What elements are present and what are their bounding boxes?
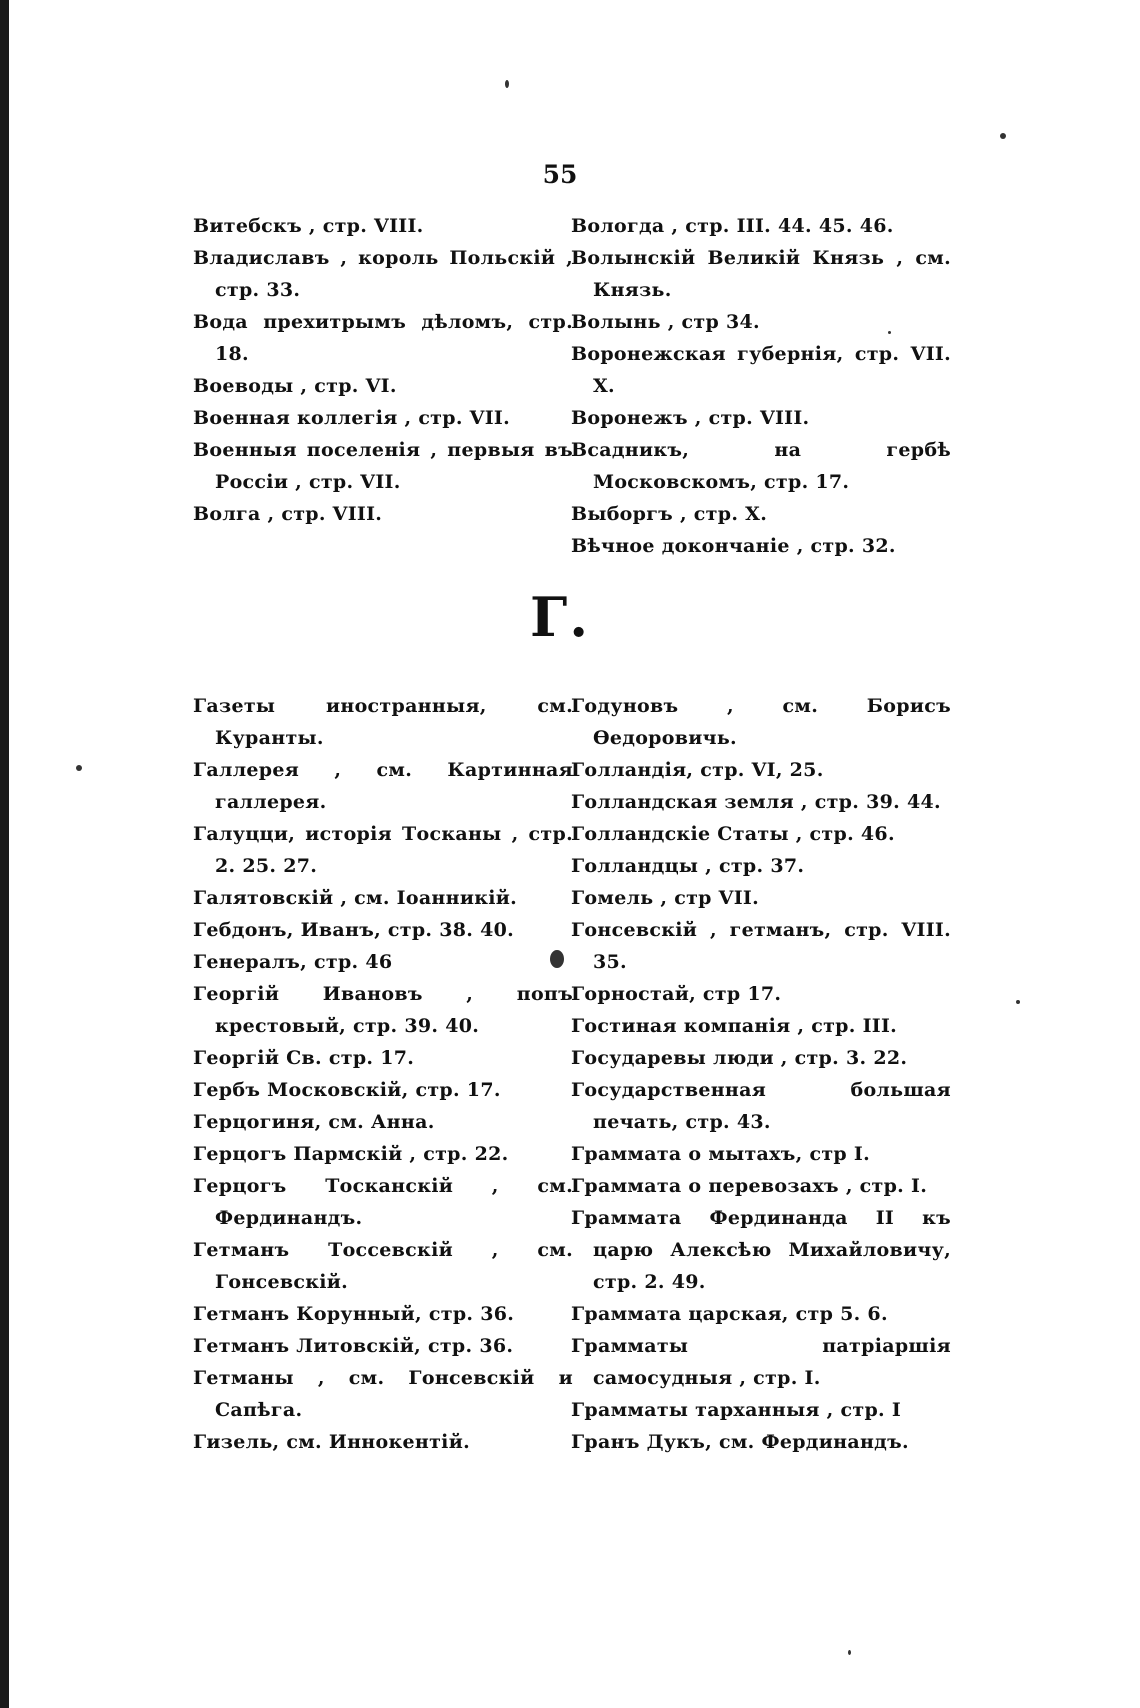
index-entry: Гетманъ Корунный, стр. 36. xyxy=(193,1303,515,1325)
index-entry: Генералъ, стр. 46 xyxy=(193,951,393,973)
index-entry: Георгій Св. стр. 17. xyxy=(193,1047,415,1069)
index-entry: Герцогъ Тосканскій , см. Фердинандъ. xyxy=(193,1175,573,1229)
index-entry: Государственная большая печать, стр. 43. xyxy=(571,1079,951,1133)
index-entry: Гизель, см. Иннокентій. xyxy=(193,1431,471,1453)
index-entry: Грамматы патріаршія самосудныя , стр. I. xyxy=(571,1335,951,1389)
index-entry: Волынь , стр 34. xyxy=(571,311,760,333)
scan-speck xyxy=(888,331,891,334)
scan-speck xyxy=(505,80,509,88)
index-entry: Выборгъ , стр. X. xyxy=(571,503,768,525)
index-entry: Голландская земля , стр. 39. 44. xyxy=(571,791,941,813)
index-entry: Граммата о мытахъ, стр I. xyxy=(571,1143,871,1165)
index-entry: Гебдонъ, Иванъ, стр. 38. 40. xyxy=(193,919,515,941)
index-entry: Галуцци, исторія Тосканы , стр. 2. 25. 27. xyxy=(193,823,573,877)
index-entry: Граммата Фердинанда II къ царю Алексѣю Михайловичу, стр. 2. 49. xyxy=(571,1207,951,1293)
index-entry: Герцогъ Пармскій , стр. 22. xyxy=(193,1143,509,1165)
index-entry: Военныя поселенія , первыя въ Россіи , стр. VII. xyxy=(193,439,573,493)
index-column-v-right xyxy=(571,210,951,562)
index-entry: Гостиная компанія , стр. III. xyxy=(571,1015,898,1037)
index-entry: Грамматы тарханныя , стр. I xyxy=(571,1399,902,1421)
index-entry: Георгій Ивановъ , попъ крестовый, стр. 39. 40. xyxy=(193,983,573,1037)
index-column-g-right xyxy=(571,690,951,1458)
index-entry: Граммата царская, стр 5. 6. xyxy=(571,1303,888,1325)
index-entry: Воеводы , стр. VI. xyxy=(193,375,397,397)
index-entry: Гетманы , см. Гонсевскій и Сапѣга. xyxy=(193,1367,573,1421)
scan-speck xyxy=(848,1650,851,1655)
index-entry: Гетманъ Тоссевскій , см. Гонсевскій. xyxy=(193,1239,573,1293)
index-entry: Воронежъ , стр. VIII. xyxy=(571,407,810,429)
index-entry: Вѣчное докончаніе , стр. 32. xyxy=(571,535,896,557)
index-entry: Граммата о перевозахъ , стр. I. xyxy=(571,1175,928,1197)
index-column-v-left xyxy=(193,210,573,530)
index-entry: Гербъ Московскій, стр. 17. xyxy=(193,1079,501,1101)
index-entry: Герцогиня, см. Анна. xyxy=(193,1111,435,1133)
index-entry: Галлерея , см. Картинная галлерея. xyxy=(193,759,573,813)
index-entry: Владиславъ , король Польскій , стр. 33. xyxy=(193,247,573,301)
index-entry: Гомель , стр VII. xyxy=(571,887,759,909)
page-number: 55 xyxy=(542,160,578,189)
scan-speck xyxy=(1016,1000,1020,1004)
index-entry: Всадникъ, на гербѣ Московскомъ, стр. 17. xyxy=(571,439,951,493)
index-entry: Газеты иностранныя, см. Куранты. xyxy=(193,695,573,749)
index-entry: Военная коллегія , стр. VII. xyxy=(193,407,511,429)
index-entry: Воронежская губернія, стр. VII. X. xyxy=(571,343,951,397)
index-entry: Вода прехитрымъ дѣломъ, стр. 18. xyxy=(193,311,573,365)
index-entry: Голландія, стр. VI, 25. xyxy=(571,759,824,781)
index-entry: Гранъ Дукъ, см. Фердинандъ. xyxy=(571,1431,909,1453)
section-letter-heading: Г. xyxy=(529,585,591,649)
index-entry: Годуновъ , см. Борисъ Ѳедоровичь. xyxy=(571,695,951,749)
index-entry: Волга , стр. VIII. xyxy=(193,503,383,525)
index-entry: Вологда , стр. III. 44. 45. 46. xyxy=(571,215,894,237)
index-entry: Гетманъ Литовскій, стр. 36. xyxy=(193,1335,514,1357)
page-spine-edge xyxy=(0,0,9,1708)
index-entry: Волынскій Великій Князь , см. Князь. xyxy=(571,247,951,301)
scan-speck xyxy=(550,950,564,968)
scan-speck xyxy=(76,765,82,771)
index-entry: Гонсевскій , гетманъ, стр. VIII. 35. xyxy=(571,919,951,973)
index-entry: Витебскъ , стр. VIII. xyxy=(193,215,424,237)
scan-speck xyxy=(1000,133,1006,139)
index-entry: Голландцы , стр. 37. xyxy=(571,855,805,877)
index-entry: Голландскіе Статы , стр. 46. xyxy=(571,823,895,845)
index-entry: Горностай, стр 17. xyxy=(571,983,782,1005)
index-column-g-left xyxy=(193,690,573,1458)
index-entry: Галятовскій , см. Іоанникій. xyxy=(193,887,518,909)
index-entry: Государевы люди , стр. 3. 22. xyxy=(571,1047,908,1069)
